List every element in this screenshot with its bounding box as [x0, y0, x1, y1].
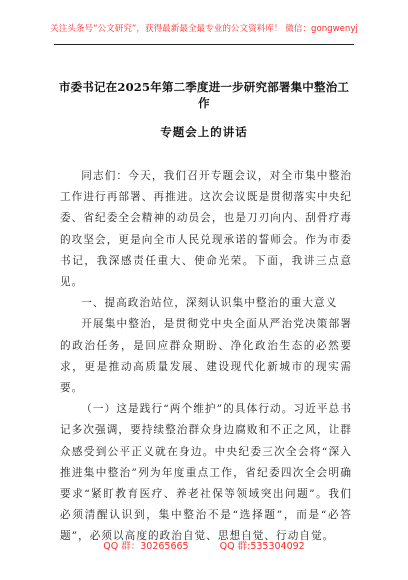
section-heading-1: 一、提高政治站位，深刻认识集中整治的重大意义: [81, 297, 338, 310]
paragraph-opening: 同志们：今天，我们召开专题会议，对全市集中整治工作进行再部署、再推进。这次会议既是贯彻落实中央纪委、省纪委全会精神的动员会，也是刀刃向内、刮骨疗毒的攻坚会，更是向全市人民兑现承诺的誓师会。作为市委书记，我深感责任重大、使命光荣。下面，我讲三点意见。: [60, 170, 352, 289]
document-title: 市委书记在2025年第二季度进一步研究部署集中整治工作: [58, 80, 350, 110]
qq-group-left[interactable]: QQ 群：30265665: [103, 541, 189, 552]
paragraph-section-1: 开展集中整治，是贯彻党中央全面从严治党决策部署的政治任务，是回应群众期盼、净化政治生态的必然要求，更是推动高质量发展、建设现代化新城市的现实需要。: [60, 318, 352, 395]
qq-group-right[interactable]: QQ 群:535304092: [219, 541, 305, 552]
document-subtitle: 专题会上的讲话: [160, 125, 248, 139]
document-body: [60, 166, 352, 548]
header-divider: [54, 44, 354, 45]
qq-group-footer: [0, 538, 408, 552]
paragraph-subsection-1: （一）这是践行“两个维护”的具体行动。习近平总书记多次强调，要持续整治群众身边腐败和不正之风，让群众感受到公平正义就在身边。中央纪委三次全会将“深入推进集中整治”列为年度重点工作，省纪委四次全会明确要求“紧盯教育医疗、养老社保等领域突出问题”。我们必须清醒认识到，集中整治不是“选择题”，而是“必答题”，必须以高度的政治自觉、思想自觉、行动自觉。: [60, 403, 352, 543]
promo-header[interactable]: 关注头条号“公文研究”，获得最新最全最专业的公文资料库！ 微信：gongwenyj: [50, 24, 358, 34]
